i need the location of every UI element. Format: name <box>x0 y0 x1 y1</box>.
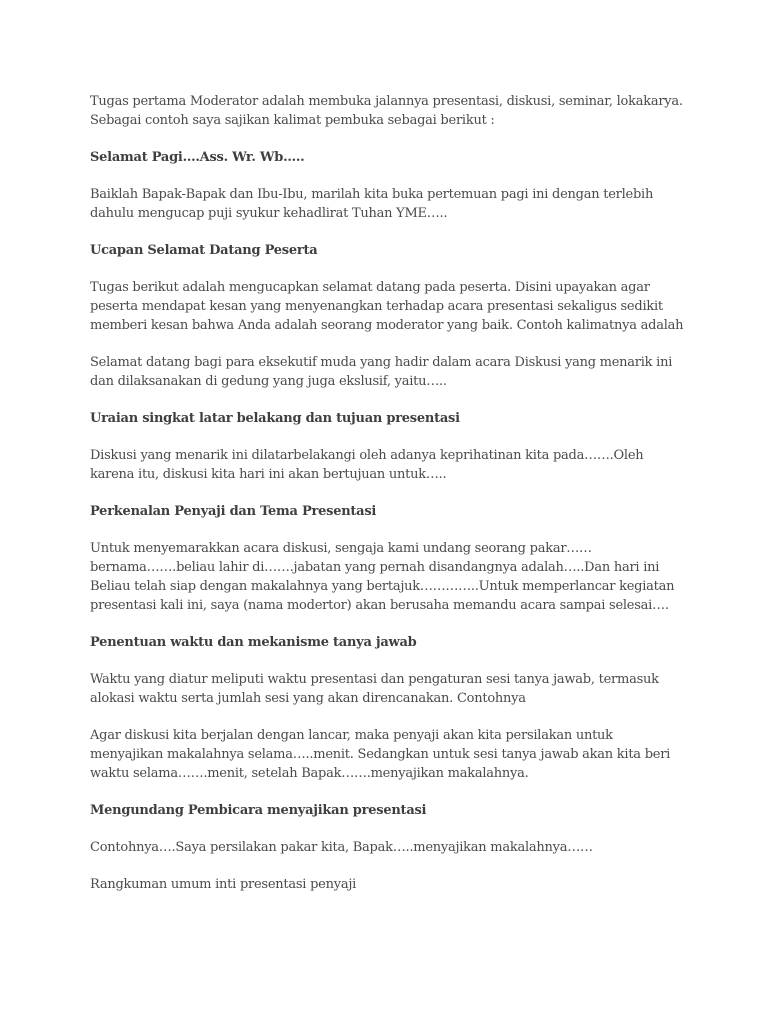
heading-greeting: Selamat Pagi….Ass. Wr. Wb….. <box>90 150 305 165</box>
background-paragraph: Diskusi yang menarik ini dilatarbelakangi oleh adanya keprihatinan kita pada…….Oleh karena itu, diskusi kita hari ini akan bertujuan untuk….. <box>90 448 644 482</box>
timing-paragraph: Waktu yang diatur meliputi waktu presentasi dan pengaturan sesi tanya jawab, termasuk alokasi waktu serta jumlah sesi yang akan direncanakan. Contohnya <box>90 672 659 706</box>
greeting-paragraph: Baiklah Bapak-Bapak dan Ibu-Ibu, marilah kita buka pertemuan pagi ini dengan terlebih dahulu mengucap puji syukur kehadlirat Tuhan YME….. <box>90 187 654 221</box>
intro-paragraph: Tugas pertama Moderator adalah membuka jalannya presentasi, diskusi, seminar, lokakarya. Sebagai contoh saya sajikan kalimat pembuka sebagai berikut : <box>90 94 683 128</box>
welcome-example-paragraph: Selamat datang bagi para eksekutif muda yang hadir dalam acara Diskusi yang menarik ini dan dilaksanakan di gedung yang juga ekslusif, yaitu….. <box>90 355 673 389</box>
heading-timing: Penentuan waktu dan mekanisme tanya jawab <box>90 635 417 650</box>
introduction-paragraph: Untuk menyemarakkan acara diskusi, sengaja kami undang seorang pakar……bernama…….beliau lahir di…….jabatan yang pernah disandangnya adalah…..Dan hari ini Beliau telah siap dengan makalahnya yang bertajuk…………..Untuk memperlancar kegiatan presentasi kali ini, saya (nama modertor) akan berusaha memandu acara sampai selesai…. <box>90 541 675 613</box>
invite-speaker-paragraph: Contohnya….Saya persilakan pakar kita, Bapak…..menyajikan makalahnya…… <box>90 840 593 855</box>
welcome-paragraph: Tugas berikut adalah mengucapkan selamat datang pada peserta. Disini upayakan agar peserta mendapat kesan yang menyenangkan terhadap acara presentasi sekaligus sedikit memberi kesan bahwa Anda adalah seorang moderator yang baik. Contoh kalimatnya adalah <box>90 280 684 333</box>
heading-background: Uraian singkat latar belakang dan tujuan presentasi <box>90 411 460 426</box>
heading-introduction: Perkenalan Penyaji dan Tema Presentasi <box>90 504 377 519</box>
heading-invite-speaker: Mengundang Pembicara menyajikan presentasi <box>90 803 427 818</box>
timing-example-paragraph: Agar diskusi kita berjalan dengan lancar, maka penyaji akan kita persilakan untuk menyajikan makalahnya selama…..menit. Sedangkan untuk sesi tanya jawab akan kita beri waktu selama…….menit, setelah Bapak…….menyajikan makalahnya. <box>90 728 671 781</box>
heading-welcome: Ucapan Selamat Datang Peserta <box>90 243 318 258</box>
summary-paragraph: Rangkuman umum inti presentasi penyaji <box>90 877 357 892</box>
